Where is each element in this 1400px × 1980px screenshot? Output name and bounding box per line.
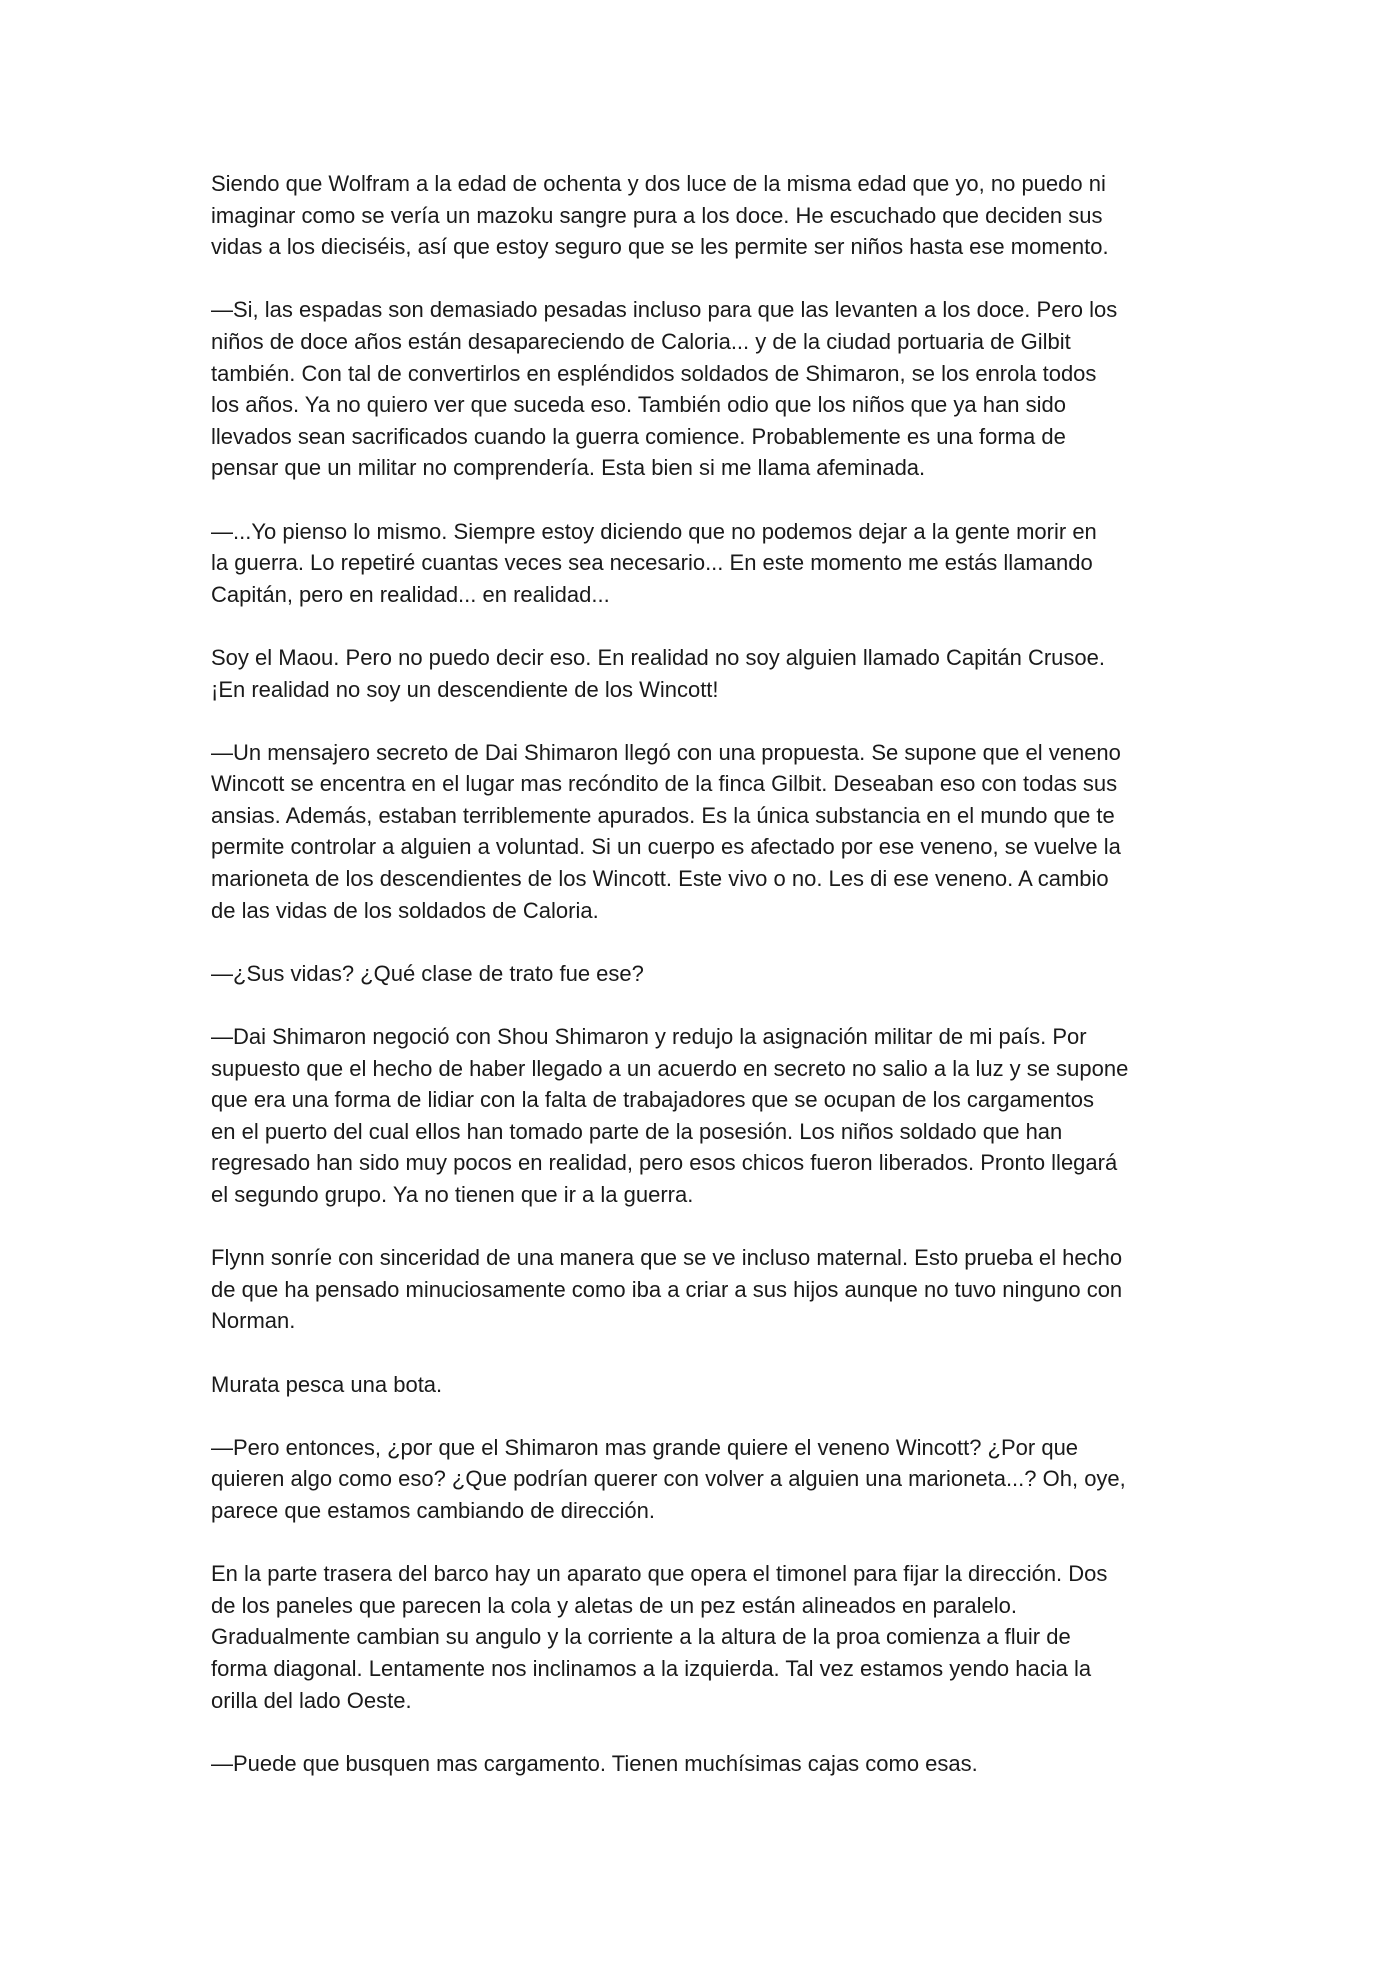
paragraph-10: —Pero entonces, ¿por que el Shimaron mas grande quiere el veneno Wincott? ¿Por que quieren algo como eso? ¿Que podrían querer con volver a alguien una marioneta...? Oh, oye, parece que estamos cambiando de dirección.: [211, 1434, 1126, 1523]
paragraph-7: —Dai Shimaron negoció con Shou Shimaron y redujo la asignación militar de mi país. Por supuesto que el hecho de haber llegado a un acuerdo en secreto no salio a la luz y se supone que era una forma de lidiar con la falta de trabajadores que se ocupan de los cargamentos en el puerto del cual ellos han tomado parte de la posesión. Los niños soldado que han regresado han sido muy pocos en realidad, pero esos chicos fueron liberados. Pronto llegará el segundo grupo. Ya no tienen que ir a la guerra.: [211, 1024, 1129, 1207]
paragraph-11: En la parte trasera del barco hay un aparato que opera el timonel para fijar la dirección. Dos de los paneles que parecen la cola y aletas de un pez están alineados en paralelo. Gradualmente cambian su angulo y la corriente a la altura de la proa comienza a fluir de forma diagonal. Lentamente nos inclinamos a la izquierda. Tal vez estamos yendo hacia la orilla del lado Oeste.: [211, 1561, 1108, 1713]
paragraph-6: —¿Sus vidas? ¿Qué clase de trato fue ese?: [211, 960, 644, 986]
paragraph-3: —...Yo pienso lo mismo. Siempre estoy diciendo que no podemos dejar a la gente morir en la guerra. Lo repetiré cuantas veces sea necesario... En este momento me estás llamando Capitán, pero en realidad... en realidad...: [211, 518, 1097, 607]
paragraph-1: Siendo que Wolfram a la edad de ochenta y dos luce de la misma edad que yo, no puedo ni imaginar como se vería un mazoku sangre pura a los doce. He escuchado que deciden sus vidas a los dieciséis, así que estoy seguro que se les permite ser niños hasta ese momento.: [211, 171, 1109, 260]
paragraph-5: —Un mensajero secreto de Dai Shimaron llegó con una propuesta. Se supone que el veneno Wincott se encentra en el lugar mas recóndito de la finca Gilbit. Deseaban eso con todas sus ansias. Además, estaban terriblemente apurados. Es la única substancia en el mundo que te permite controlar a alguien a voluntad. Si un cuerpo es afectado por ese veneno, se vuelve la marioneta de los descendientes de los Wincott. Este vivo o no. Les di ese veneno. A cambio de las vidas de los soldados de Caloria.: [211, 739, 1121, 923]
paragraph-2: —Si, las espadas son demasiado pesadas incluso para que las levanten a los doce. Pero los niños de doce años están desapareciendo de Caloria... y de la ciudad portuaria de Gilbit también. Con tal de convertirlos en espléndidos soldados de Shimaron, se los enrola todos los años. Ya no quiero ver que suceda eso. También odio que los niños que ya han sido llevados sean sacrificados cuando la guerra comience. Probablemente es una forma de pensar que un militar no comprendería. Esta bien si me llama afeminada.: [211, 297, 1118, 481]
paragraph-8: Flynn sonríe con sinceridad de una manera que se ve incluso maternal. Esto prueba el hecho de que ha pensado minuciosamente como iba a criar a sus hijos aunque no tuvo ninguno con Norman.: [211, 1245, 1123, 1334]
paragraph-12: —Puede que busquen mas cargamento. Tienen muchísimas cajas como esas.: [211, 1750, 978, 1776]
paragraph-4: Soy el Maou. Pero no puedo decir eso. En realidad no soy alguien llamado Capitán Crusoe. ¡En realidad no soy un descendiente de los Wincott!: [211, 644, 1105, 702]
paragraph-9: Murata pesca una bota.: [211, 1371, 443, 1397]
document-page: [211, 168, 1211, 1811]
